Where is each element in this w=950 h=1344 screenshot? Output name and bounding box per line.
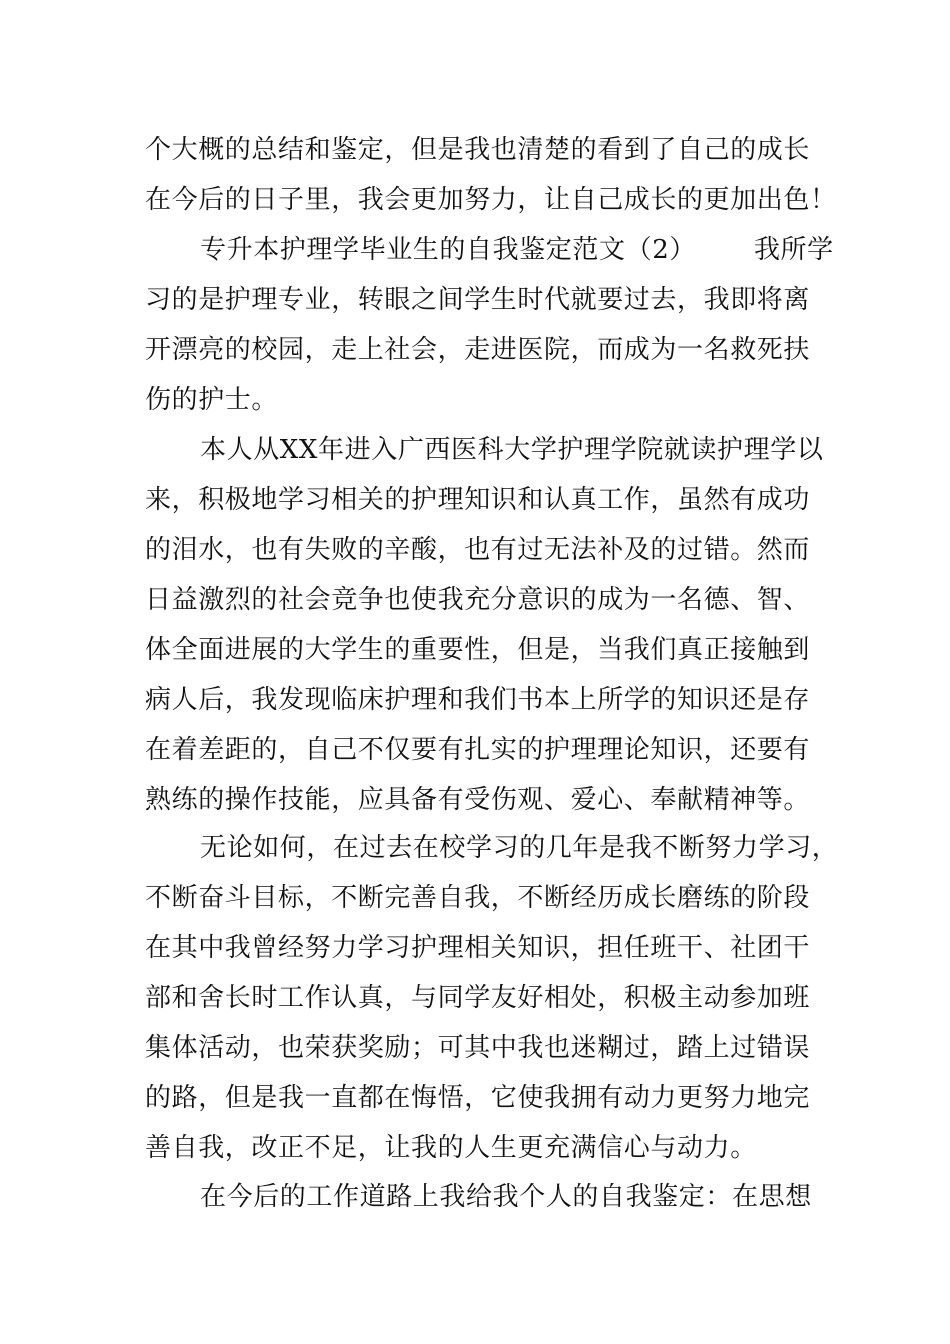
text-line: 在今后的工作道路上我给我个人的自我鉴定：在思想 <box>200 1182 812 1212</box>
text-line: 熟练的操作技能，应具备有受伤观、爱心、奉献精神等。 <box>145 785 811 815</box>
text-line: 开漂亮的校园，走上社会，走进医院，而成为一名救死扶 <box>145 335 811 365</box>
text-line: 在其中我曾经努力学习护理相关知识，担任班干、社团干 <box>145 933 811 963</box>
section-heading: 专升本护理学毕业生的自我鉴定范文（2） <box>200 235 696 265</box>
text-line: 部和舍长时工作认真，与同学友好相处，积极主动参加班 <box>145 983 811 1013</box>
text-line: 体全面进展的大学生的重要性，但是，当我们真正接触到 <box>145 635 811 665</box>
section-heading-line <box>200 230 834 270</box>
text-line: 本人从XX年进入广西医科大学护理学院就读护理学以 <box>200 435 824 465</box>
text-line: 的路，但是我一直都在悔悟，它使我拥有动力更努力地完 <box>145 1083 811 1113</box>
text-line: 不断奋斗目标，不断完善自我，不断经历成长磨练的阶段 <box>145 883 811 913</box>
text-line: 习的是护理专业，转眼之间学生时代就要过去，我即将离 <box>145 285 811 315</box>
text-line: 日益激烈的社会竞争也使我充分意识的成为一名德、智、 <box>145 585 811 615</box>
text-line: 伤的护士。 <box>145 385 279 415</box>
text-line: 个大概的总结和鉴定，但是我也清楚的看到了自己的成长 <box>145 135 811 165</box>
text-fragment: 我所学 <box>753 235 834 265</box>
text-line: 的泪水，也有失败的辛酸，也有过无法补及的过错。然而 <box>145 535 811 565</box>
text-line: 善自我，改正不足，让我的人生更充满信心与动力。 <box>145 1133 757 1163</box>
text-line: 来，积极地学习相关的护理知识和认真工作，虽然有成功 <box>145 485 811 515</box>
text-line: 集体活动，也荣获奖励；可其中我也迷糊过，踏上过错误 <box>145 1033 811 1063</box>
text-line: 在着差距的，自己不仅要有扎实的护理理论知识，还要有 <box>145 735 811 765</box>
text-line: 在今后的日子里，我会更加努力，让自己成长的更加出色！ <box>145 185 837 215</box>
text-line: 无论如何，在过去在校学习的几年是我不断努力学习， <box>200 833 839 863</box>
text-line: 病人后，我发现临床护理和我们书本上所学的知识还是存 <box>145 685 811 715</box>
